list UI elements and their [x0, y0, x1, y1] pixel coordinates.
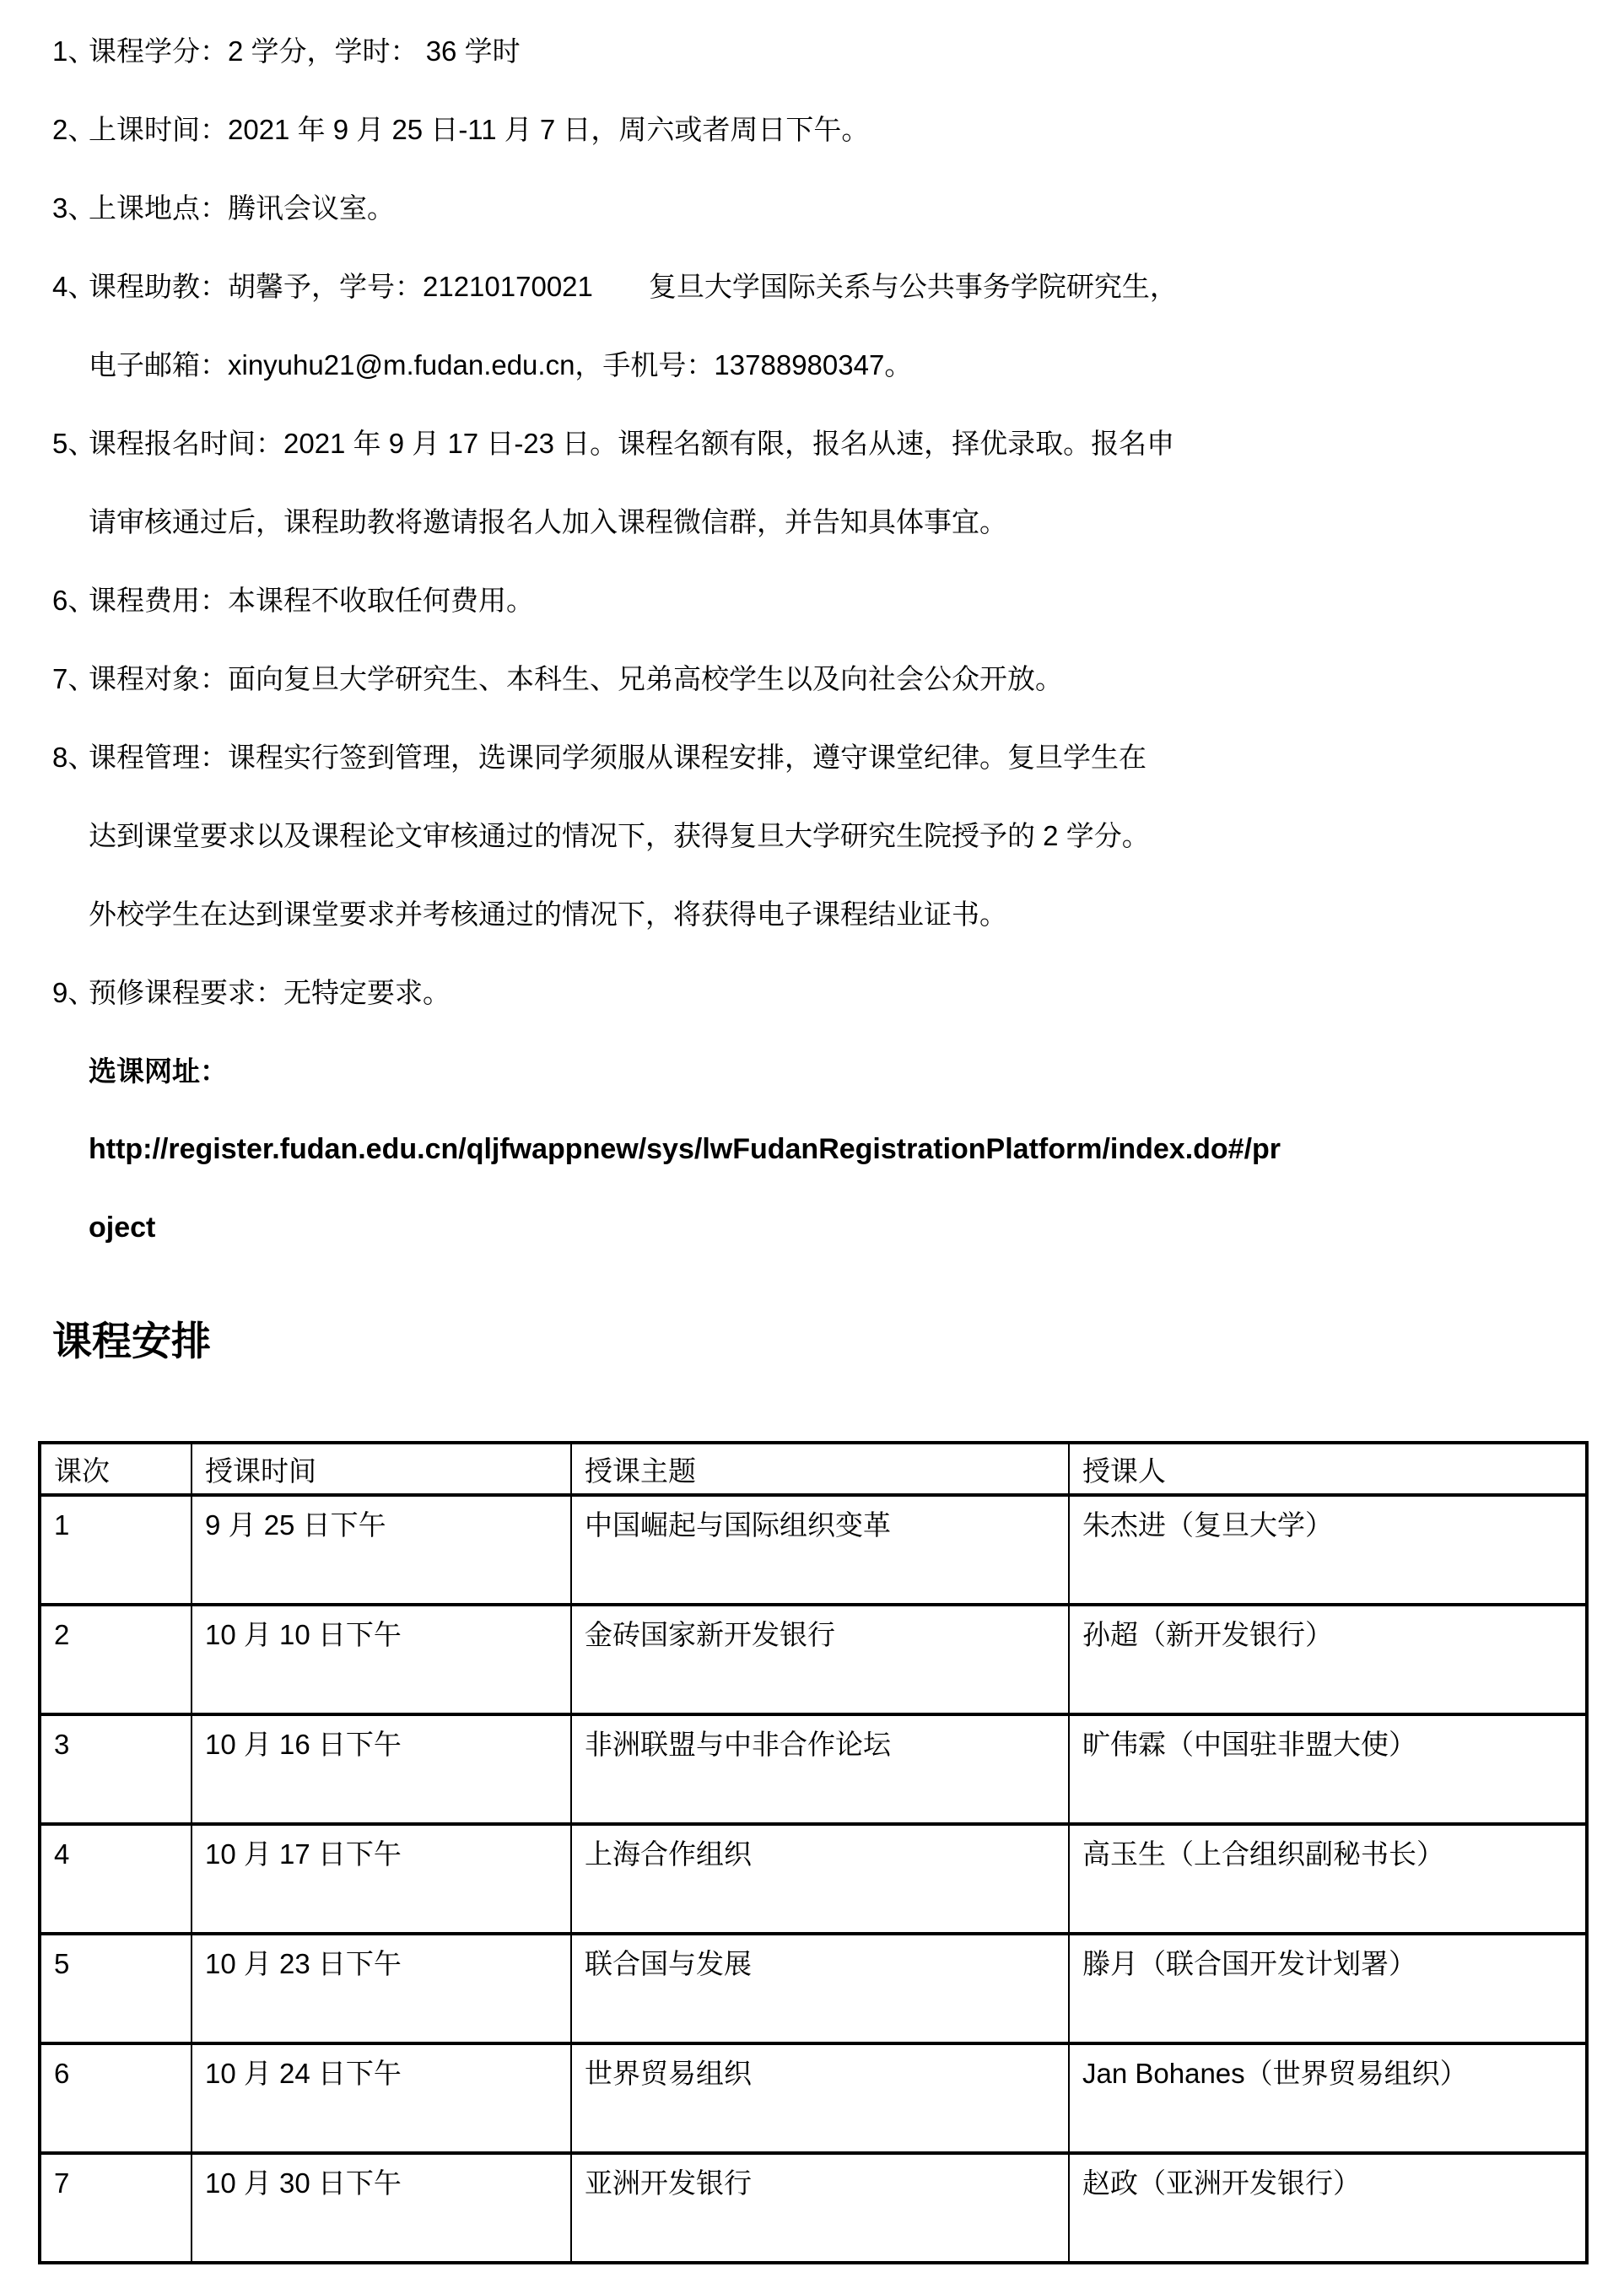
cell-lecturer: 高玉生（上合组织副秘书长） [1069, 1824, 1587, 1934]
list-item-number: 8、 [52, 742, 96, 773]
header-cell-topic: 授课主题 [571, 1443, 1069, 1495]
cell-time: 10 月 24 日下午 [192, 2043, 571, 2153]
registration-url-wrap: oject [89, 1212, 156, 1244]
list-item [52, 404, 1573, 561]
cell-topic: 联合国与发展 [571, 1934, 1069, 2043]
list-item-number: 7、 [52, 663, 96, 694]
table-row [40, 1605, 1587, 1714]
list-item [52, 12, 1573, 90]
cell-lesson-no: 7 [40, 2153, 192, 2263]
table-header-row [40, 1443, 1587, 1495]
cell-topic: 中国崛起与国际组织变革 [571, 1495, 1069, 1605]
list-item-text: 外校学生在达到课堂要求并考核通过的情况下，将获得电子课程结业证书。 [89, 899, 1007, 930]
list-item-text: 课程费用：本课程不收取任何费用。 [89, 585, 534, 616]
list-item-number: 3、 [52, 192, 96, 224]
list-item-text: 课程管理：课程实行签到管理，选课同学须服从课程安排，遵守课堂纪律。复旦学生在 [89, 742, 1147, 773]
list-item-text: 课程助教：胡馨予，学号：21210170021 复旦大学国际关系与公共事务学院研究生， [89, 271, 1178, 302]
registration-url: http://register.fudan.edu.cn/qljfwappnew/sys/lwFudanRegistrationPlatform/index.do#/pr [89, 1133, 1281, 1165]
list-item-text: 电子邮箱：xinyuhu21@m.fudan.edu.cn，手机号：13788980347。 [89, 349, 913, 380]
cell-time: 9 月 25 日下午 [192, 1495, 571, 1605]
list-item [52, 953, 1573, 1032]
cell-time: 10 月 10 日下午 [192, 1605, 571, 1714]
header-cell-lesson-no: 课次 [40, 1443, 192, 1495]
cell-topic: 亚洲开发银行 [571, 2153, 1069, 2263]
cell-lecturer: 滕月（联合国开发计划署） [1069, 1934, 1587, 2043]
table-row [40, 1824, 1587, 1934]
list-item-number: 6、 [52, 585, 96, 616]
table-row [40, 1934, 1587, 2043]
list-item-number: 4、 [52, 271, 96, 302]
course-info-list [52, 12, 1573, 1032]
list-item-text: 课程学分：2 学分，学时： 36 学时 [89, 35, 521, 67]
list-item-text: 上课时间：2021 年 9 月 25 日-11 月 7 日，周六或者周日下午。 [89, 114, 870, 145]
list-item-number: 9、 [52, 977, 96, 1008]
table-row [40, 2153, 1587, 2263]
list-item-number: 2、 [52, 114, 96, 145]
cell-lesson-no: 6 [40, 2043, 192, 2153]
list-item-text: 预修课程要求：无特定要求。 [89, 977, 451, 1008]
cell-time: 10 月 23 日下午 [192, 1934, 571, 2043]
table-row [40, 1495, 1587, 1605]
list-item [52, 169, 1573, 247]
cell-time: 10 月 30 日下午 [192, 2153, 571, 2263]
cell-lesson-no: 3 [40, 1714, 192, 1824]
list-item [52, 90, 1573, 169]
registration-url-label: 选课网址： [89, 1055, 228, 1087]
cell-lecturer: Jan Bohanes（世界贸易组织） [1069, 2043, 1587, 2153]
list-item-number: 1、 [52, 35, 96, 67]
cell-lesson-no: 2 [40, 1605, 192, 1714]
cell-lecturer: 孙超（新开发银行） [1069, 1605, 1587, 1714]
cell-topic: 世界贸易组织 [571, 2043, 1069, 2153]
cell-topic: 非洲联盟与中非合作论坛 [571, 1714, 1069, 1824]
table-row [40, 2043, 1587, 2153]
list-item [52, 640, 1573, 718]
list-item-text: 请审核通过后，课程助教将邀请报名人加入课程微信群，并告知具体事宜。 [89, 506, 1007, 537]
cell-topic: 上海合作组织 [571, 1824, 1069, 1934]
cell-lesson-no: 5 [40, 1934, 192, 2043]
cell-lecturer: 旷伟霖（中国驻非盟大使） [1069, 1714, 1587, 1824]
cell-time: 10 月 17 日下午 [192, 1824, 571, 1934]
list-item-number: 5、 [52, 428, 96, 459]
list-item-text: 课程报名时间：2021 年 9 月 17 日-23 日。课程名额有限，报名从速，择优录取。报名申 [89, 428, 1175, 459]
table-row [40, 1714, 1587, 1824]
list-item [52, 718, 1573, 953]
cell-lecturer: 朱杰进（复旦大学） [1069, 1495, 1587, 1605]
course-schedule-table [38, 1441, 1589, 2264]
cell-lecturer: 赵政（亚洲开发银行） [1069, 2153, 1587, 2263]
cell-topic: 金砖国家新开发银行 [571, 1605, 1069, 1714]
list-item-text: 课程对象：面向复旦大学研究生、本科生、兄弟高校学生以及向社会公众开放。 [89, 663, 1063, 694]
list-item-text: 达到课堂要求以及课程论文审核通过的情况下，获得复旦大学研究生院授予的 2 学分。 [89, 820, 1150, 851]
cell-lesson-no: 4 [40, 1824, 192, 1934]
schedule-section-title: 课程安排 [52, 1319, 211, 1363]
list-item [52, 247, 1573, 404]
cell-time: 10 月 16 日下午 [192, 1714, 571, 1824]
list-item [52, 561, 1573, 640]
list-item-text: 上课地点：腾讯会议室。 [89, 192, 395, 224]
header-cell-lecturer: 授课人 [1069, 1443, 1587, 1495]
header-cell-time: 授课时间 [192, 1443, 571, 1495]
cell-lesson-no: 1 [40, 1495, 192, 1605]
